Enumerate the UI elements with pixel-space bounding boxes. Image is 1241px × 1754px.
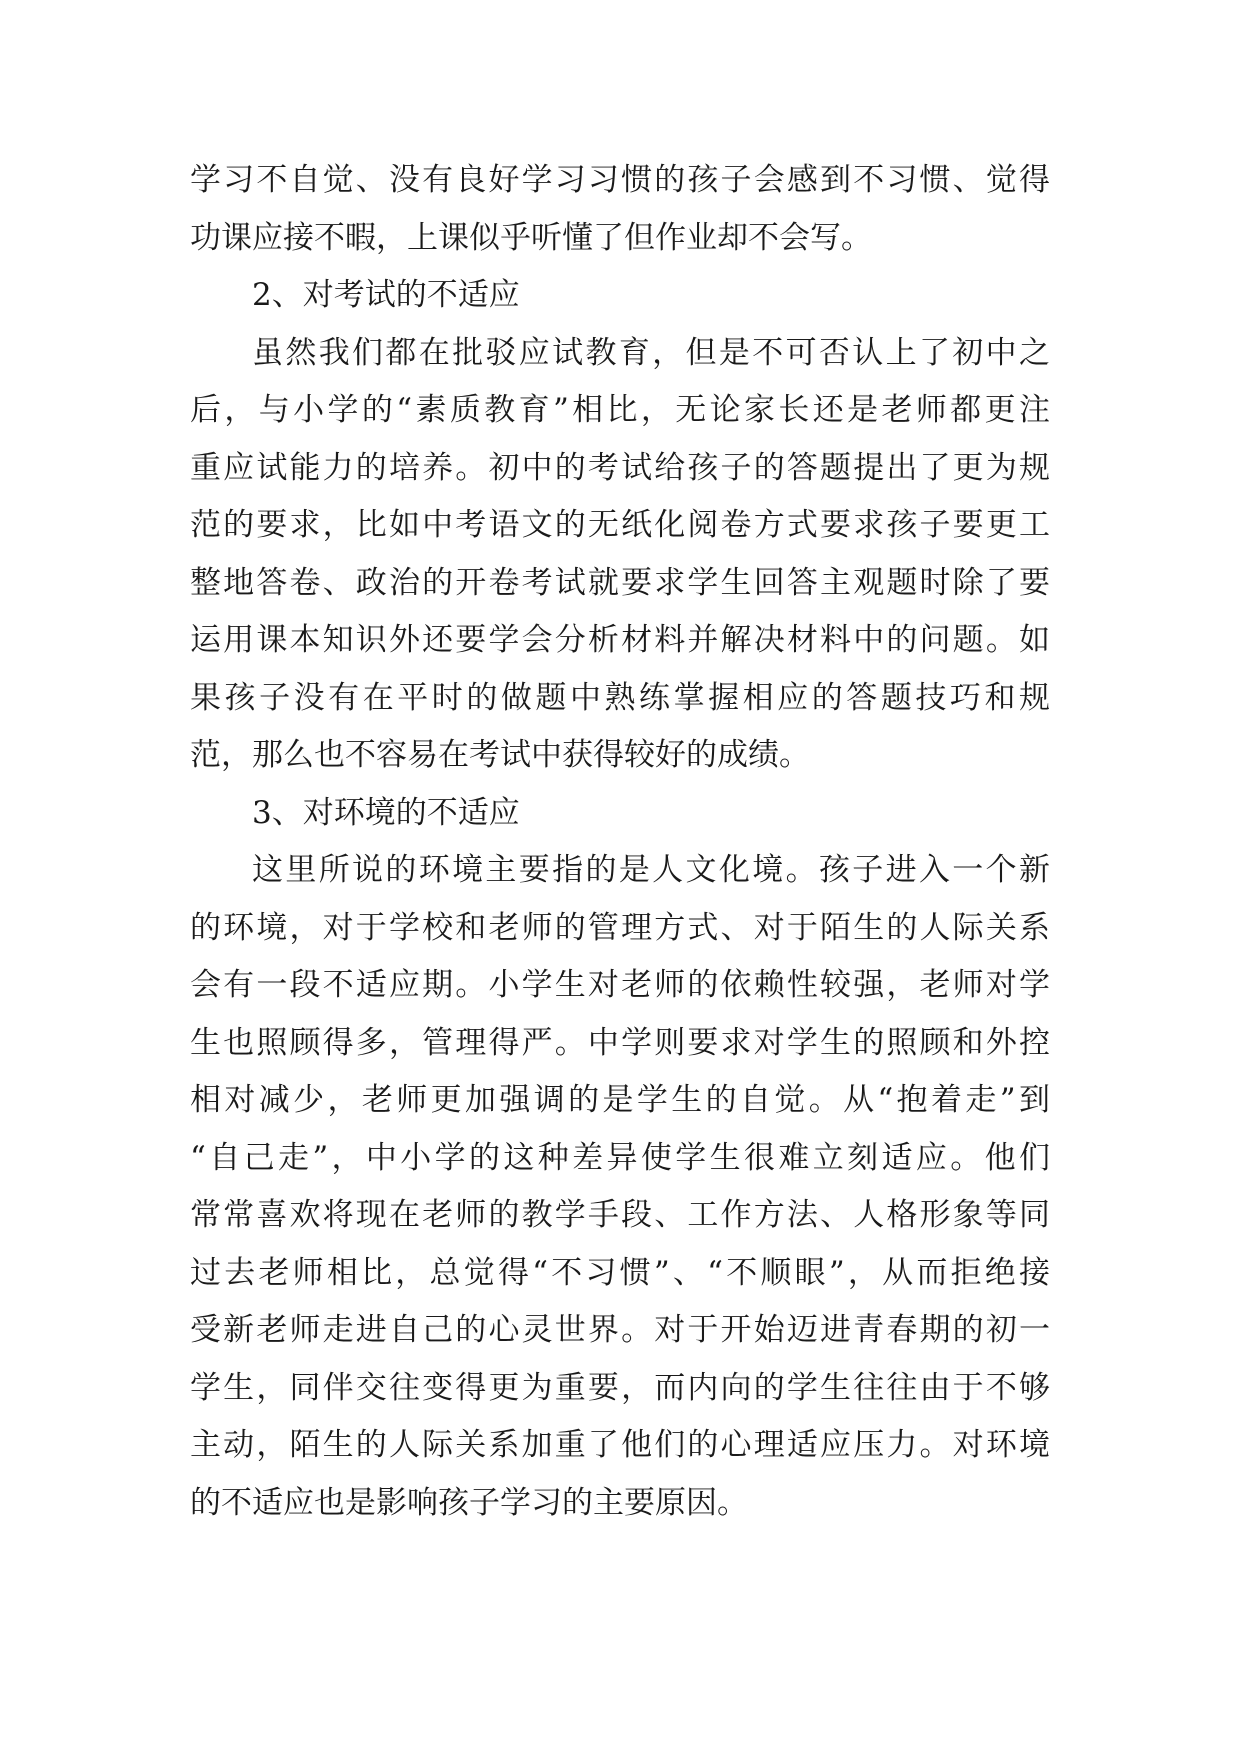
section-heading-2: 2、对考试的不适应	[252, 277, 520, 313]
section-heading-3: 3、对环境的不适应	[252, 794, 520, 831]
text-line-13: 这里所说的环境主要指的是人文化境。孩子进入一个新	[252, 852, 1050, 888]
text-line-7: 范的要求，比如中考语文的无纸化阅卷方式要求孩子要更工	[190, 507, 1050, 543]
text-line-16: 生也照顾得多，管理得严。中学则要求对学生的照顾和外控	[190, 1024, 1050, 1061]
text-line-17: 相对减少，老师更加强调的是学生的自觉。从“抱着走”到	[190, 1082, 1050, 1118]
text-line-6: 重应试能力的培养。初中的考试给孩子的答题提出了更为规	[190, 449, 1050, 486]
text-line-14: 的环境，对于学校和老师的管理方式、对于陌生的人际关系	[190, 909, 1050, 946]
text-line-2: 功课应接不暇，上课似乎听懂了但作业却不会写。	[190, 219, 872, 256]
text-line-8: 整地答卷、政治的开卷考试就要求学生回答主观题时除了要	[190, 564, 1050, 601]
text-line-23: 主动，陌生的人际关系加重了他们的心理适应压力。对环境	[190, 1427, 1050, 1463]
text-line-22: 学生，同伴交往变得更为重要，而内向的学生往往由于不够	[190, 1369, 1050, 1406]
text-line-20: 过去老师相比，总觉得“不习惯”、“不顺眼”，从而拒绝接	[190, 1254, 1050, 1291]
text-line-1: 学习不自觉、没有良好学习习惯的孩子会感到不习惯、觉得	[190, 162, 1050, 198]
text-line-19: 常常喜欢将现在老师的教学手段、工作方法、人格形象等同	[190, 1197, 1050, 1233]
text-line-21: 受新老师走进自己的心灵世界。对于开始迈进青春期的初一	[190, 1312, 1050, 1348]
text-line-15: 会有一段不适应期。小学生对老师的依赖性较强，老师对学	[190, 967, 1050, 1003]
text-line-11: 范，那么也不容易在考试中获得较好的成绩。	[190, 737, 810, 773]
text-line-18: “自己走”，中小学的这种差异使学生很难立刻适应。他们	[190, 1139, 1050, 1176]
document-body	[190, 152, 1050, 1532]
text-line-10: 果孩子没有在平时的做题中熟练掌握相应的答题技巧和规	[190, 679, 1050, 716]
text-line-4: 虽然我们都在批驳应试教育，但是不可否认上了初中之	[252, 334, 1050, 371]
text-line-5: 后，与小学的“素质教育”相比，无论家长还是老师都更注	[190, 392, 1050, 428]
text-line-24: 的不适应也是影响孩子学习的主要原因。	[190, 1484, 748, 1521]
text-line-9: 运用课本知识外还要学会分析材料并解决材料中的问题。如	[190, 622, 1050, 658]
